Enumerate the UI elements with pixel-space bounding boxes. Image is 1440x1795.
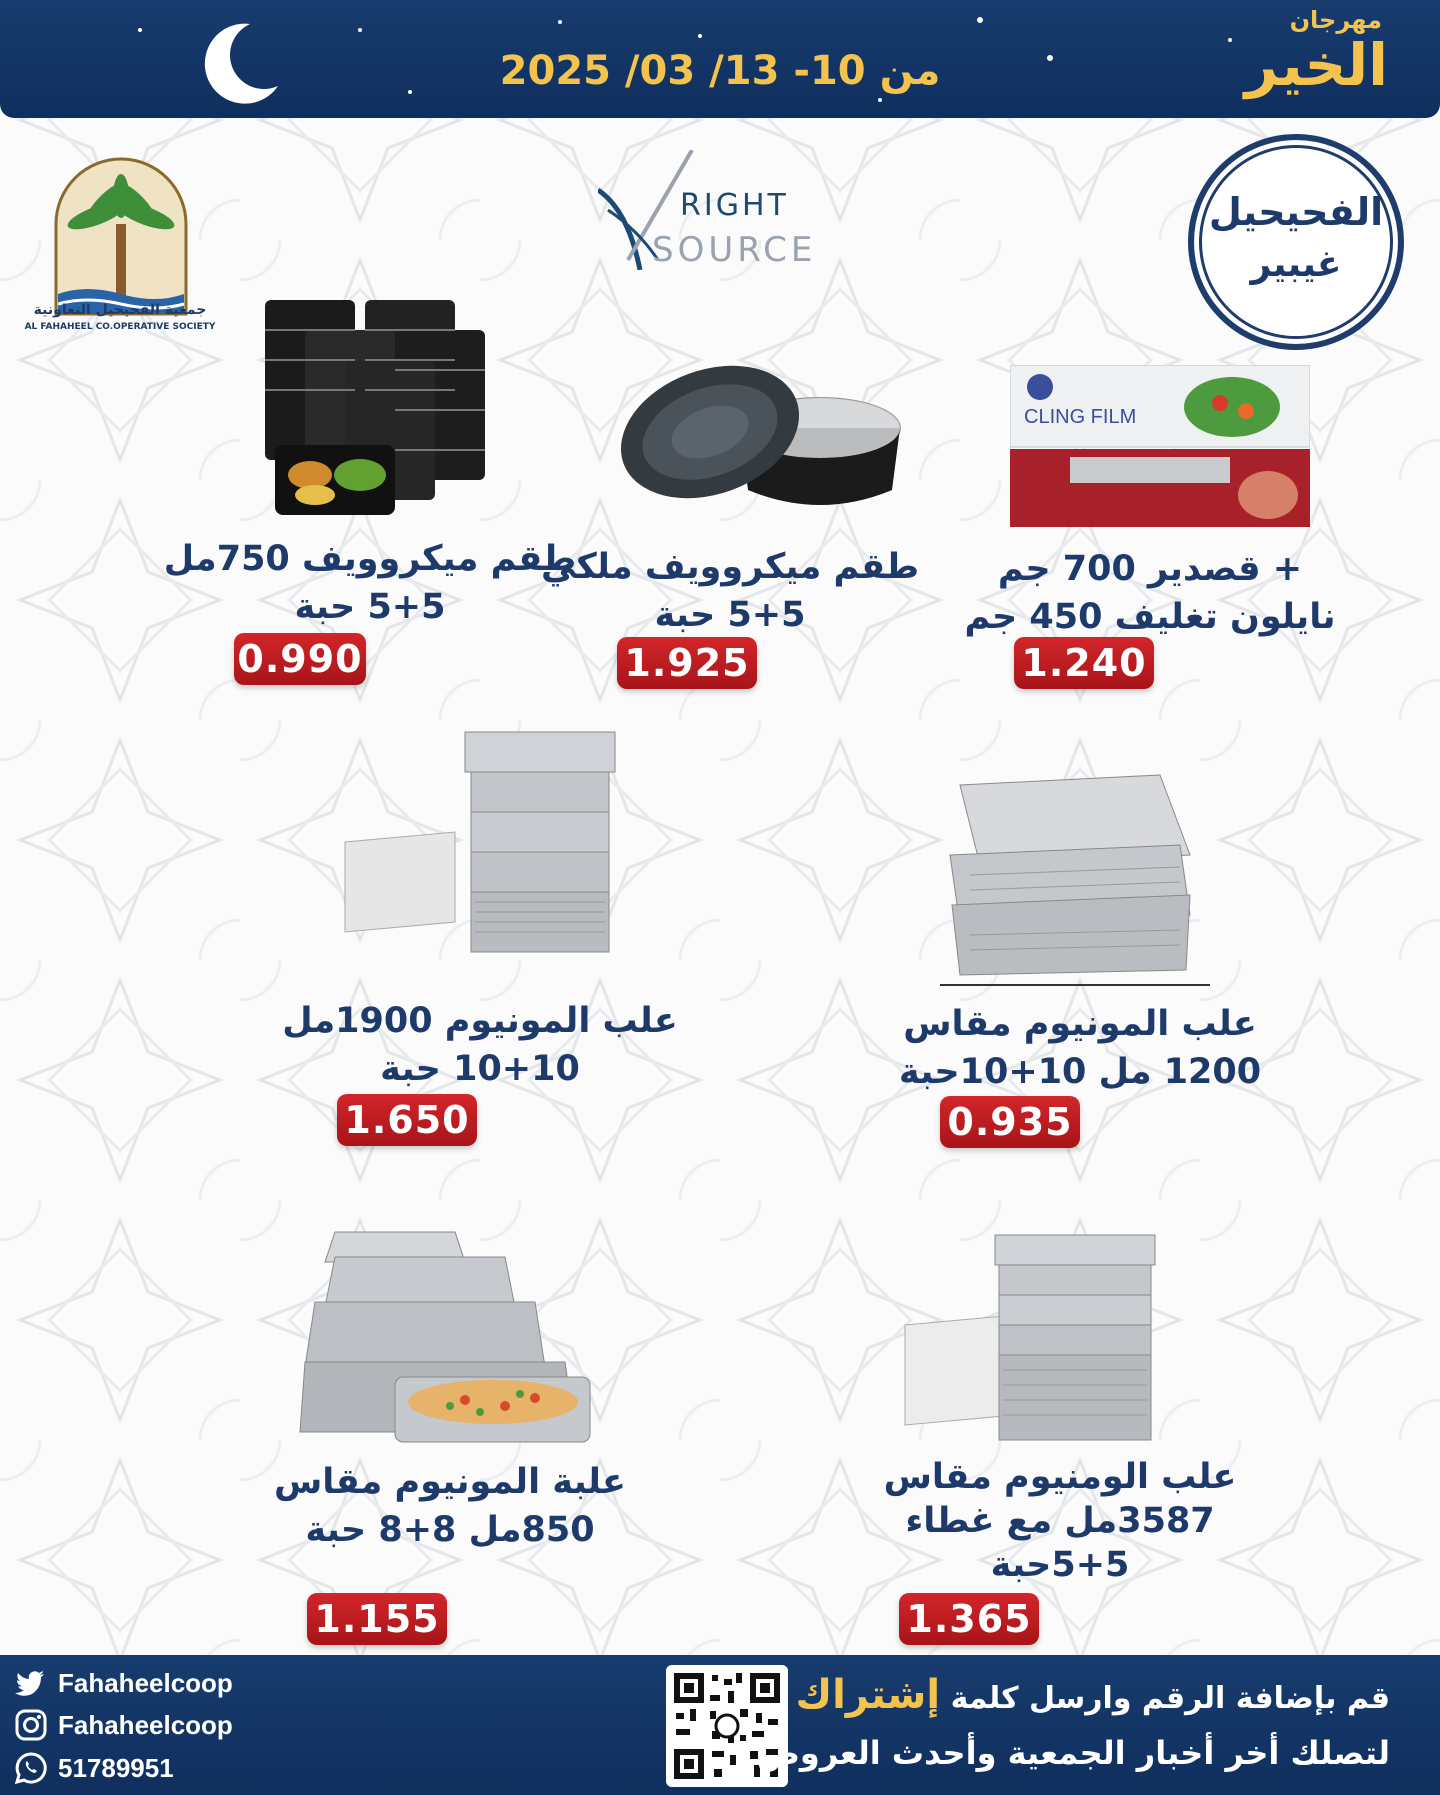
price-tag: 1.925 xyxy=(617,637,757,689)
product-name-line: 850مل 8+8 حبة xyxy=(305,1510,595,1550)
subscribe-keyword: إشتراك xyxy=(795,1672,941,1718)
product-name-line: 5+5حبة xyxy=(990,1545,1130,1585)
product-name-line: + قصدير 700 جم xyxy=(997,549,1303,589)
product-name xyxy=(160,535,580,631)
branch-subtitle: غيبير xyxy=(1250,244,1342,285)
price-tag: 0.935 xyxy=(940,1096,1080,1148)
branch-name: الفحيحيل xyxy=(1208,190,1384,234)
coop-name-english: AL FAHAHEEL CO.OPERATIVE SOCIETY xyxy=(24,322,216,332)
whatsapp-link[interactable] xyxy=(14,1748,174,1788)
product-name-line: طقم ميكروويف 750مل xyxy=(163,539,577,579)
coop-name-arabic: جمعية الفحيحيل التعاونية xyxy=(33,302,207,318)
whatsapp-icon xyxy=(14,1751,48,1785)
product-name-line: 10+10 حبة xyxy=(380,1049,580,1089)
instagram-handle: Fahaheelcoop xyxy=(58,1709,233,1740)
product-image-aluminium-trays-with-lid xyxy=(895,1225,1165,1450)
twitter-handle: Fahaheelcoop xyxy=(58,1667,233,1698)
product-image-aluminium-trays-stack xyxy=(335,722,630,967)
twitter-icon xyxy=(14,1666,48,1700)
subscribe-prefix: قم بإضافة الرقم وارسل كلمة xyxy=(950,1681,1390,1716)
product-name-line: علب المونيوم 1900مل xyxy=(282,1001,678,1041)
product-name-line: علبة المونيوم مقاس xyxy=(274,1462,626,1502)
price-tag: 0.990 xyxy=(234,633,366,685)
product-name-line: 1200 مل 10+10حبة xyxy=(898,1052,1262,1092)
brand-logo-line1: RIGHT xyxy=(680,188,789,223)
subscribe-instruction xyxy=(795,1672,1390,1718)
product-name xyxy=(260,997,700,1093)
price-tag: 1.240 xyxy=(1014,637,1154,689)
product-name xyxy=(950,545,1350,641)
instagram-link[interactable] xyxy=(14,1705,233,1745)
product-image-aluminium-trays-rectangular xyxy=(940,765,1210,990)
product-name-line: علب المونيوم مقاس xyxy=(903,1004,1257,1044)
product-image-cling-film-foil-boxes xyxy=(1010,365,1310,530)
brand-logo-line2: SOURCE xyxy=(652,230,817,270)
product-name-line: 5+5 حبة xyxy=(294,587,446,627)
product-name-line: 3587مل مع غطاء xyxy=(905,1501,1215,1541)
offer-date-range: من 10- 13/ 03/ 2025 xyxy=(499,48,941,94)
product-name xyxy=(870,1000,1290,1096)
festival-label: مهرجان xyxy=(1289,6,1382,34)
product-name xyxy=(520,543,940,639)
product-name-line: طقم ميكروويف ملكي xyxy=(540,547,920,587)
product-name-line: علب الومنيوم مقاس xyxy=(883,1457,1237,1497)
header-banner xyxy=(0,0,1440,118)
product-name-line: 5+5 حبة xyxy=(654,595,806,635)
product-name xyxy=(860,1455,1260,1587)
product-name xyxy=(260,1458,640,1554)
product-image-microwave-containers xyxy=(255,290,505,535)
twitter-link[interactable] xyxy=(14,1663,233,1703)
product-image-aluminium-trays-with-food xyxy=(295,1222,595,1447)
subscribe-benefit: لتصلك أخر أخبار الجمعية وأحدث العروض xyxy=(756,1734,1390,1772)
price-tag: 1.155 xyxy=(307,1593,447,1645)
festival-title: الخير xyxy=(1244,31,1388,99)
branch-badge xyxy=(1188,134,1404,350)
product-name-line: نايلون تغليف 450 جم xyxy=(964,597,1336,637)
instagram-icon xyxy=(14,1708,48,1742)
price-tag: 1.650 xyxy=(337,1094,477,1146)
svg-text:CLING FILM: CLING FILM xyxy=(1024,406,1137,428)
whatsapp-number: 51789951 xyxy=(58,1752,174,1783)
product-image-round-microwave-bowls xyxy=(610,350,910,525)
price-tag: 1.365 xyxy=(899,1593,1039,1645)
